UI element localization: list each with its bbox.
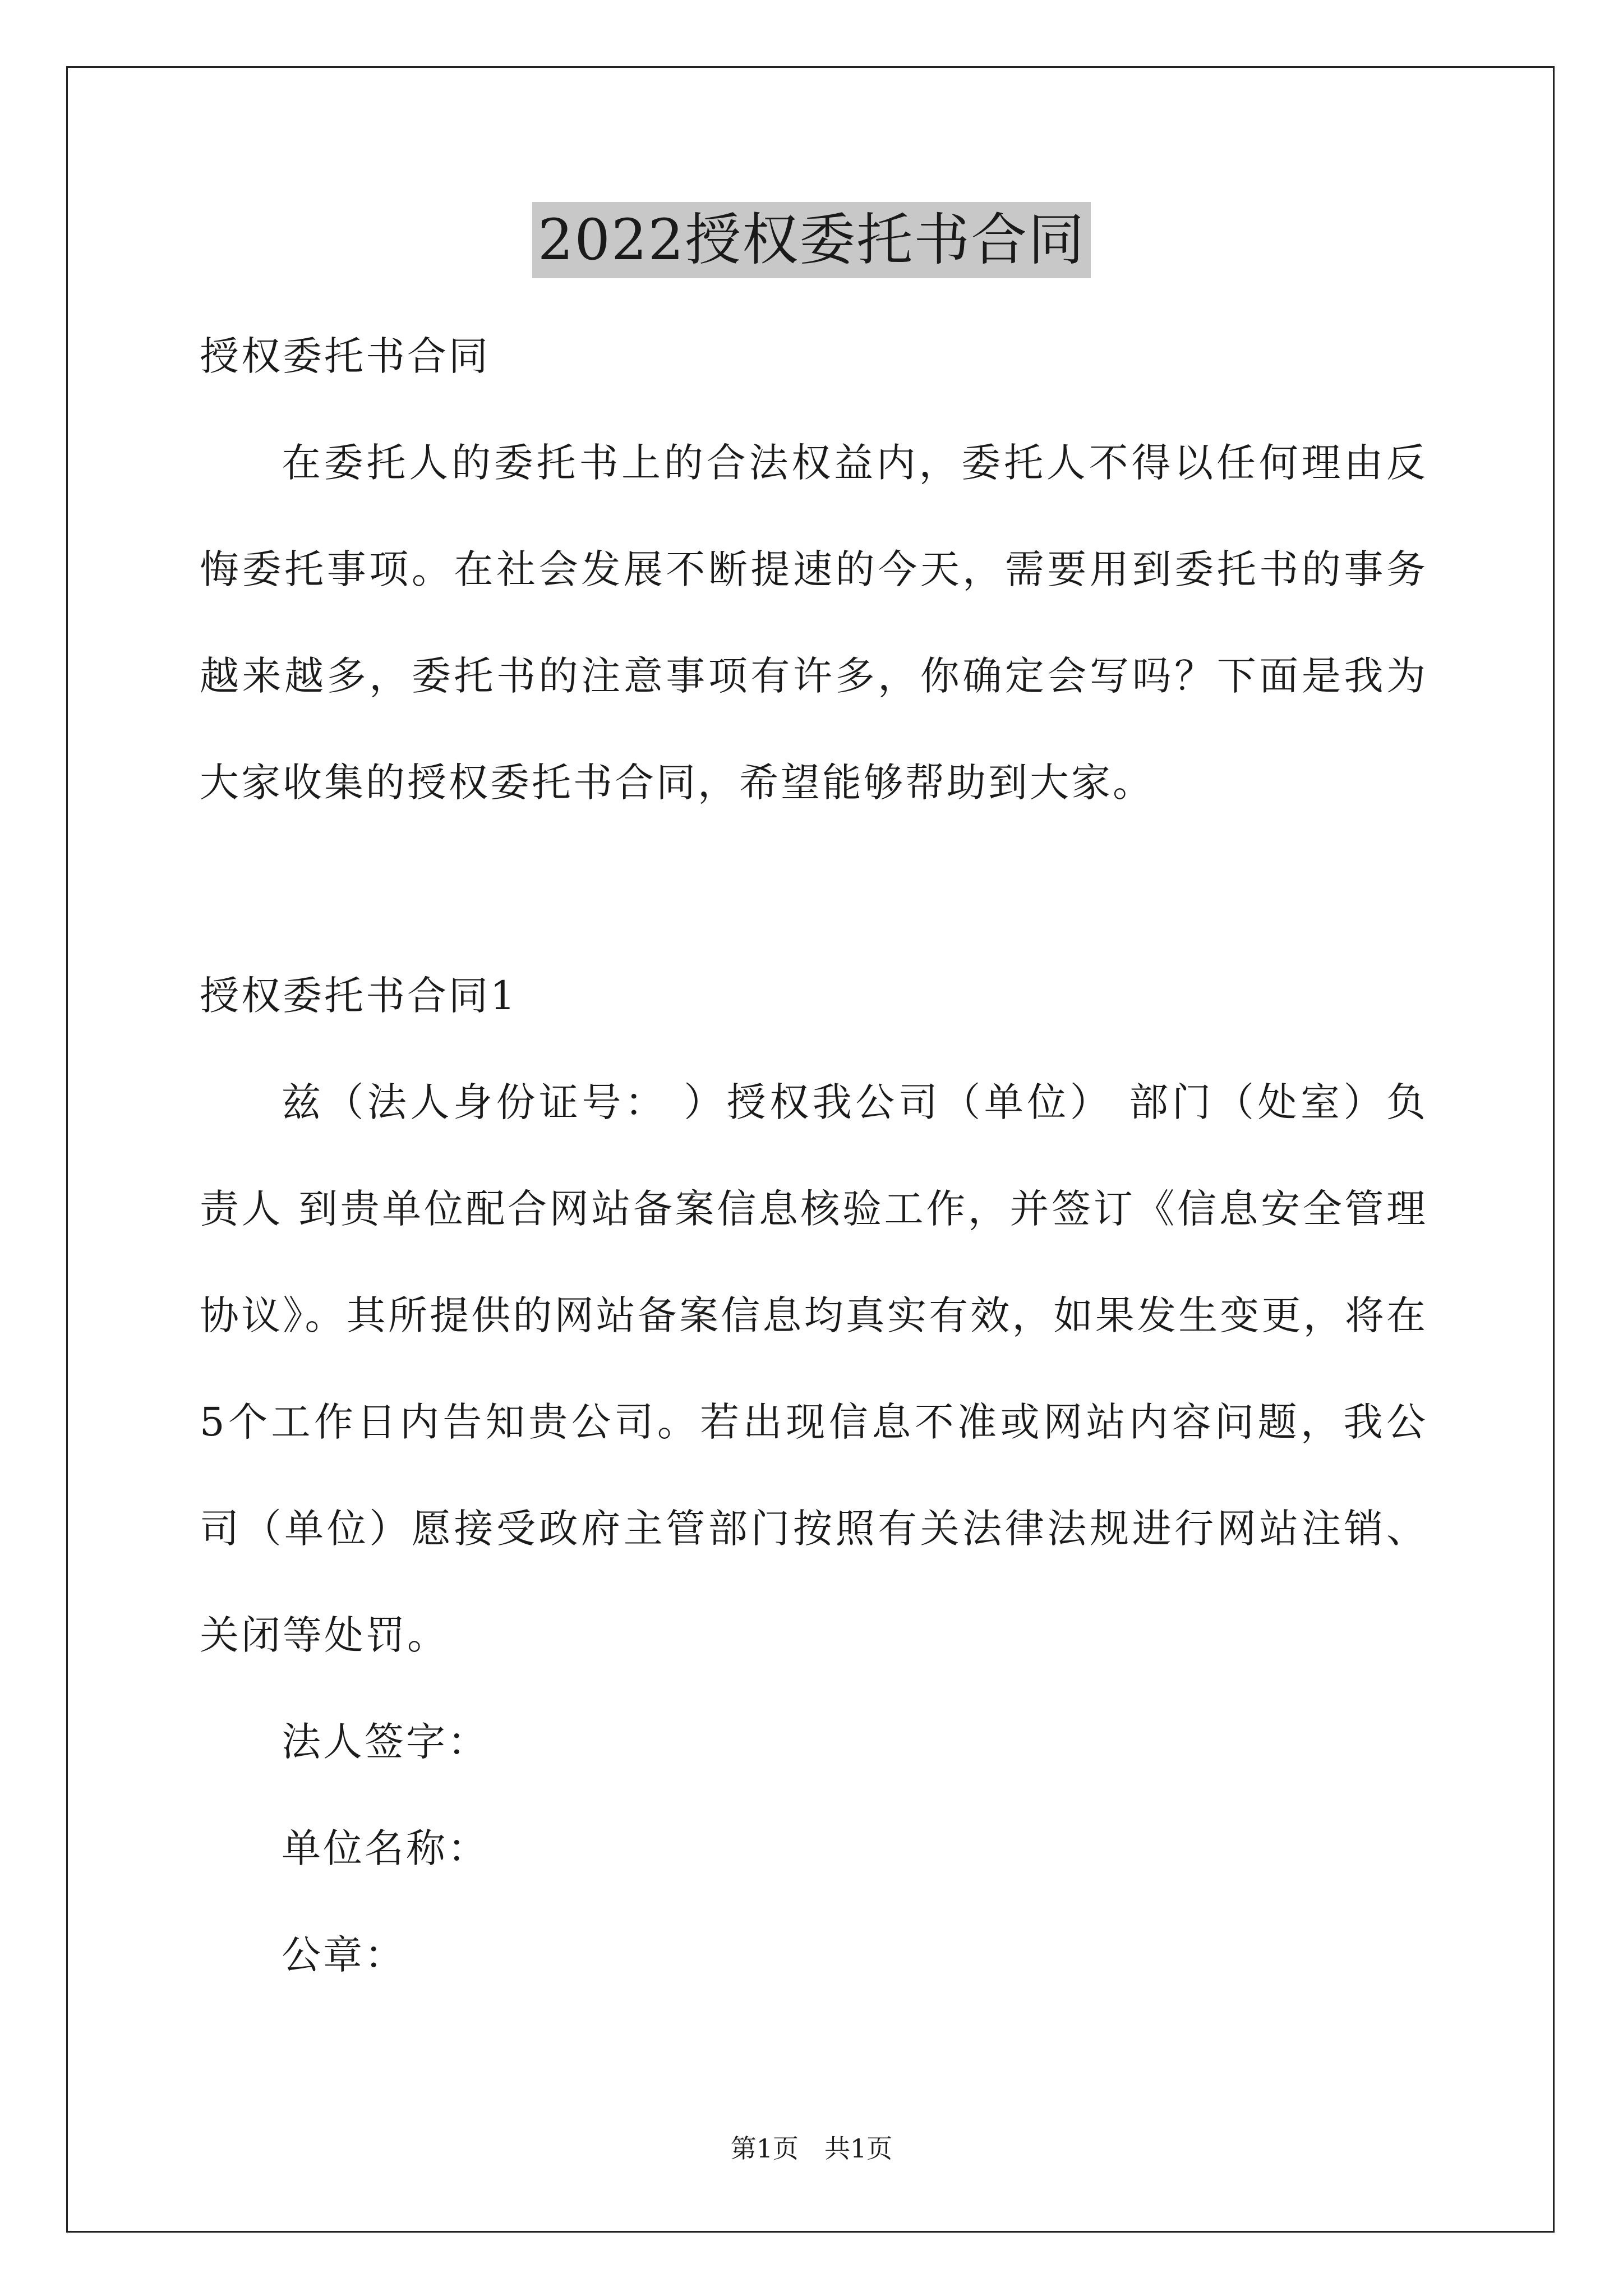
document-title: 2022授权委托书合同 [532,202,1091,278]
unit-name-label: 单位名称： [282,1825,489,1871]
spacer [200,836,1428,942]
intro-paragraph: 在委托人的委托书上的合法权益内，委托人不得以任何理由反悔委托事项。在社会发展不断提速的今天，需要用到委托书的事务越来越多，委托书的注意事项有许多，你确定会写吗？下面是我为大家收集的授权委托书合同，希望能够帮助到大家。 [200,440,1428,806]
page-footer: 第1页 共1页 [730,2133,893,2164]
section-title: 授权委托书合同1 [200,973,518,1019]
title-wrap [0,202,1623,278]
signature-label: 法人签字： [282,1719,489,1765]
seal-label: 公章： [282,1932,406,1978]
section-body: 兹（法人身份证号： ）授权我公司（单位） 部门（处室）负责人 到贵单位配合网站备案信息核验工作，并签订《信息安全管理协议》。其所提供的网站备案信息均真实有效，如果发生变更，将在5个工作日内告知贵公司。若出现信息不准或网站内容问题，我公司（单位）愿接受政府主管部门按照有关法律法规进行网站注销、关闭等处罚。 [200,1079,1428,1658]
subheading: 授权委托书合同 [200,333,490,379]
document-body [200,303,1428,2008]
